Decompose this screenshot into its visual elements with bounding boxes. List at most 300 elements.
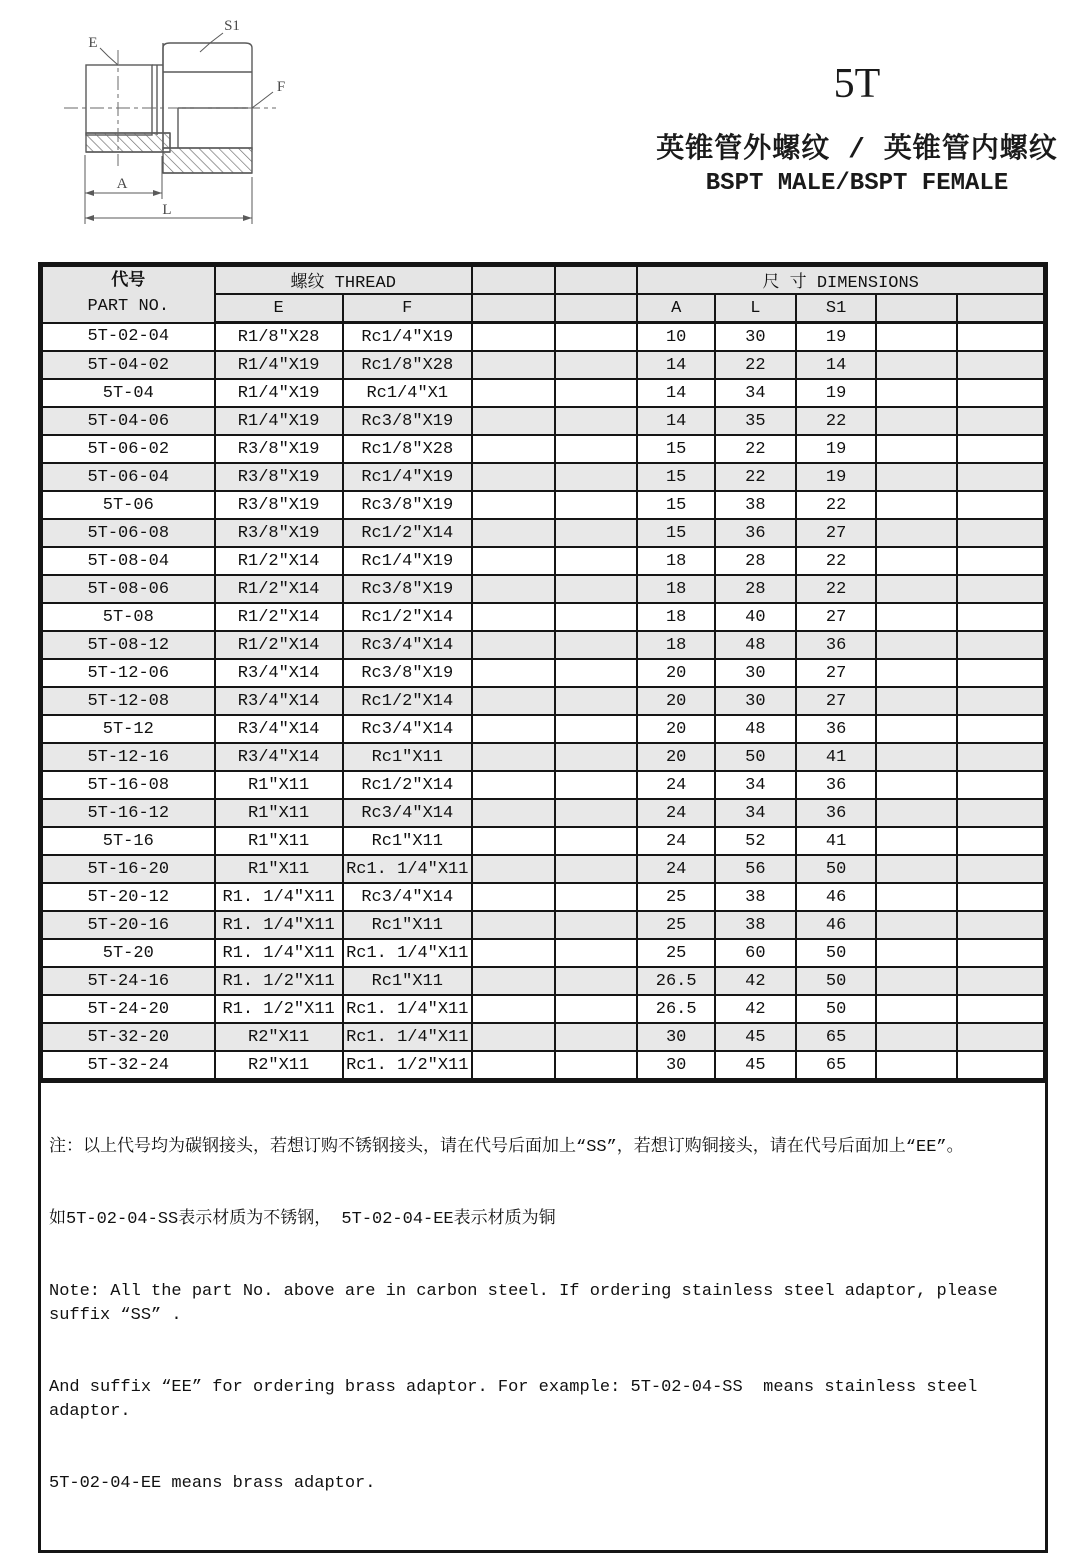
cell-empty [876,715,957,743]
cell-empty [957,911,1044,939]
cell-e: R1/4″X19 [215,351,343,379]
table-row [42,407,1044,435]
note-line: 注：以上代号均为碳钢接头，若想订购不锈钢接头，请在代号后面加上“SS”，若想订购铜接头，请在代号后面加上“EE”。 [49,1138,964,1157]
cell-empty [555,967,638,995]
cell-l: 28 [715,547,796,575]
cell-e: R1″X11 [215,855,343,883]
cell-a: 25 [637,883,715,911]
cell-e: R1/4″X19 [215,379,343,407]
cell-l: 45 [715,1023,796,1051]
cell-l: 36 [715,519,796,547]
cell-f: Rc3/4″X14 [343,631,472,659]
cell-empty [555,435,638,463]
drawing-label-l: L [162,202,172,218]
cell-l: 52 [715,827,796,855]
cell-s1: 27 [796,659,877,687]
table-row [42,659,1044,687]
cell-empty [876,575,957,603]
note-line: 5T-02-04-EE means brass adaptor. [49,1474,376,1493]
cell-part: 5T-24-16 [42,967,215,995]
cell-empty [555,911,638,939]
cell-e: R1/2″X14 [215,547,343,575]
cell-empty [876,547,957,575]
cell-part: 5T-16 [42,827,215,855]
cell-part: 5T-20-12 [42,883,215,911]
cell-empty [555,715,638,743]
cell-empty [876,939,957,967]
header-col-a: A [637,294,715,323]
cell-a: 30 [637,1023,715,1051]
cell-l: 38 [715,911,796,939]
cell-e: R3/8″X19 [215,463,343,491]
cell-empty [876,799,957,827]
cell-empty [876,995,957,1023]
cell-s1: 36 [796,771,877,799]
cell-part: 5T-24-20 [42,995,215,1023]
cell-s1: 22 [796,407,877,435]
cell-f: Rc1″X11 [343,967,472,995]
cell-a: 14 [637,407,715,435]
cell-e: R3/4″X14 [215,715,343,743]
cell-empty [957,799,1044,827]
cell-s1: 27 [796,603,877,631]
cell-empty [957,967,1044,995]
cell-s1: 46 [796,911,877,939]
cell-part: 5T-32-24 [42,1051,215,1079]
cell-part: 5T-32-20 [42,1023,215,1051]
cell-empty [472,575,555,603]
cell-part: 5T-06 [42,491,215,519]
cell-empty [876,1023,957,1051]
cell-empty [472,1051,555,1079]
cell-empty [555,575,638,603]
cell-s1: 27 [796,687,877,715]
cell-empty [957,1023,1044,1051]
header-empty-cell [957,294,1044,323]
cell-part: 5T-20-16 [42,911,215,939]
table-row [42,519,1044,547]
body-outline [163,43,252,150]
cell-empty [472,463,555,491]
note-line: Note: All the part No. above are in carbon steel. If ordering stainless steel adaptor, please suffix “SS” . [49,1282,1008,1325]
cell-a: 15 [637,491,715,519]
cell-e: R1. 1/4″X11 [215,883,343,911]
cell-l: 48 [715,715,796,743]
cell-empty [472,883,555,911]
drawing-label-s1: S1 [224,18,240,34]
cell-f: Rc1/2″X14 [343,519,472,547]
cell-f: Rc1/4″X19 [343,463,472,491]
cell-a: 18 [637,547,715,575]
cell-l: 34 [715,799,796,827]
table-row [42,1023,1044,1051]
cell-a: 26.5 [637,995,715,1023]
cell-f: Rc3/8″X19 [343,575,472,603]
cell-empty [555,407,638,435]
cell-f: Rc1. 1/2″X11 [343,1051,472,1079]
cell-empty [876,491,957,519]
cell-a: 26.5 [637,967,715,995]
cell-s1: 50 [796,939,877,967]
cell-e: R1/2″X14 [215,603,343,631]
cell-f: Rc3/8″X19 [343,407,472,435]
cell-f: Rc1/8″X28 [343,435,472,463]
note-line: 如5T-02-04-SS表示材质为不锈钢， 5T-02-04-EE表示材质为铜 [49,1210,556,1229]
cell-e: R1. 1/4″X11 [215,911,343,939]
cell-empty [472,659,555,687]
cell-a: 15 [637,435,715,463]
table-row [42,939,1044,967]
cell-empty [876,407,957,435]
cell-empty [957,435,1044,463]
cell-l: 56 [715,855,796,883]
header-empty-cell [555,294,638,323]
title-block [627,60,1087,199]
cell-empty [555,855,638,883]
cell-f: Rc1. 1/4″X11 [343,855,472,883]
cell-a: 24 [637,827,715,855]
cell-empty [957,603,1044,631]
cell-s1: 65 [796,1051,877,1079]
cell-f: Rc1″X11 [343,743,472,771]
cell-empty [876,771,957,799]
cell-empty [957,715,1044,743]
cell-empty [555,939,638,967]
cell-empty [876,911,957,939]
table-row [42,855,1044,883]
table-row [42,715,1044,743]
cell-empty [957,687,1044,715]
cell-part: 5T-12-16 [42,743,215,771]
cell-part: 5T-12-08 [42,687,215,715]
cell-empty [957,631,1044,659]
cell-empty [957,659,1044,687]
cell-l: 30 [715,687,796,715]
cell-empty [472,519,555,547]
cell-part: 5T-08-04 [42,547,215,575]
cell-l: 30 [715,659,796,687]
header-part-no [42,266,215,323]
cell-f: Rc3/8″X19 [343,491,472,519]
cell-s1: 19 [796,463,877,491]
cell-empty [555,883,638,911]
cell-empty [472,407,555,435]
cell-a: 25 [637,911,715,939]
cell-empty [555,547,638,575]
cell-s1: 22 [796,547,877,575]
cell-empty [957,463,1044,491]
cell-empty [472,1023,555,1051]
cell-empty [472,967,555,995]
cell-s1: 36 [796,631,877,659]
header-dimensions: 尺 寸 DIMENSIONS [637,266,1044,294]
male-end-outline [86,65,152,135]
cell-l: 40 [715,603,796,631]
cell-s1: 27 [796,519,877,547]
header-part-no-en: PART NO. [87,297,170,317]
cell-a: 24 [637,771,715,799]
cell-empty [876,351,957,379]
cell-a: 15 [637,519,715,547]
cell-empty [472,351,555,379]
cell-f: Rc1/4″X1 [343,379,472,407]
cell-s1: 19 [796,323,877,352]
cell-empty [555,491,638,519]
cell-e: R1/4″X19 [215,407,343,435]
header-col-l: L [715,294,796,323]
table-row [42,883,1044,911]
cell-empty [555,995,638,1023]
cell-empty [555,519,638,547]
cell-empty [472,827,555,855]
cell-e: R1/2″X14 [215,631,343,659]
cell-l: 38 [715,491,796,519]
cell-s1: 46 [796,883,877,911]
table-row [42,967,1044,995]
section-hatch-male [86,133,170,152]
cell-l: 22 [715,463,796,491]
header-empty-cell [876,294,957,323]
cell-empty [876,967,957,995]
product-code: 5T [833,61,881,107]
table-row [42,687,1044,715]
cell-empty [472,491,555,519]
cell-empty [472,323,555,352]
cell-empty [555,827,638,855]
cell-empty [876,463,957,491]
table-row [42,435,1044,463]
header-empty-cell [472,294,555,323]
cell-a: 18 [637,603,715,631]
cell-empty [472,603,555,631]
cell-empty [555,799,638,827]
cell-s1: 50 [796,967,877,995]
cell-s1: 14 [796,351,877,379]
cell-a: 20 [637,715,715,743]
cell-empty [957,743,1044,771]
cell-part: 5T-12-06 [42,659,215,687]
table-row [42,799,1044,827]
leader-f [252,92,273,108]
cell-empty [555,351,638,379]
cell-empty [472,939,555,967]
cell-l: 34 [715,379,796,407]
cell-empty [472,855,555,883]
cell-l: 60 [715,939,796,967]
cell-f: Rc1/2″X14 [343,603,472,631]
cell-empty [555,603,638,631]
cell-empty [957,995,1044,1023]
table-row [42,463,1044,491]
cell-empty [472,435,555,463]
cell-e: R1/8″X28 [215,323,343,352]
cell-empty [555,1051,638,1079]
cell-empty [472,911,555,939]
cell-empty [957,883,1044,911]
cell-part: 5T-08-06 [42,575,215,603]
header-empty-cell [472,266,555,294]
cell-empty [472,743,555,771]
cell-empty [876,855,957,883]
cell-a: 14 [637,379,715,407]
cell-empty [555,631,638,659]
cell-l: 35 [715,407,796,435]
cell-l: 38 [715,883,796,911]
cell-empty [472,799,555,827]
cell-empty [876,743,957,771]
cell-a: 24 [637,799,715,827]
cell-a: 20 [637,659,715,687]
cell-l: 42 [715,995,796,1023]
cell-a: 18 [637,631,715,659]
cell-f: Rc1/2″X14 [343,771,472,799]
cell-empty [957,855,1044,883]
cell-empty [555,659,638,687]
cell-e: R1″X11 [215,827,343,855]
drawing-label-a: A [116,176,128,192]
spec-table-container [38,262,1048,1553]
cell-e: R1/2″X14 [215,575,343,603]
cell-empty [957,939,1044,967]
cell-e: R3/4″X14 [215,659,343,687]
cell-empty [472,379,555,407]
cell-f: Rc1. 1/4″X11 [343,995,472,1023]
cell-part: 5T-16-12 [42,799,215,827]
cell-part: 5T-02-04 [42,323,215,352]
header-col-e: E [215,294,343,323]
cell-f: Rc1. 1/4″X11 [343,1023,472,1051]
cell-empty [957,519,1044,547]
cell-a: 20 [637,687,715,715]
cell-empty [957,575,1044,603]
note-line: And suffix “EE” for ordering brass adaptor. For example: 5T-02-04-SS means stainless steel adaptor. [49,1378,988,1421]
header-part-no-cn: 代号 [111,272,146,292]
drawing-label-e: E [88,35,98,51]
cell-a: 30 [637,1051,715,1079]
cell-part: 5T-04-06 [42,407,215,435]
cell-a: 18 [637,575,715,603]
product-title-en: BSPT MALE/BSPT FEMALE [705,170,1009,197]
cell-empty [957,827,1044,855]
cell-l: 50 [715,743,796,771]
table-row [42,323,1044,352]
table-row [42,743,1044,771]
cell-empty [957,351,1044,379]
cell-empty [555,743,638,771]
cell-l: 22 [715,435,796,463]
cell-empty [472,631,555,659]
cell-l: 22 [715,351,796,379]
cell-part: 5T-20 [42,939,215,967]
cell-empty [555,463,638,491]
table-body [42,323,1044,1080]
cell-e: R3/4″X14 [215,687,343,715]
table-row [42,575,1044,603]
cell-part: 5T-12 [42,715,215,743]
cell-f: Rc3/4″X14 [343,715,472,743]
cell-f: Rc1/8″X28 [343,351,472,379]
cell-f: Rc3/4″X14 [343,799,472,827]
cell-e: R3/8″X19 [215,519,343,547]
cell-part: 5T-08 [42,603,215,631]
spec-table [41,265,1045,1080]
cell-empty [876,435,957,463]
cell-empty [876,631,957,659]
cell-e: R2″X11 [215,1023,343,1051]
cell-part: 5T-06-08 [42,519,215,547]
cell-part: 5T-08-12 [42,631,215,659]
table-row [42,351,1044,379]
table-row [42,547,1044,575]
cell-s1: 36 [796,715,877,743]
cell-empty [555,771,638,799]
cell-empty [876,687,957,715]
cell-e: R1. 1/2″X11 [215,967,343,995]
cell-f: Rc1″X11 [343,911,472,939]
cell-s1: 19 [796,379,877,407]
header-empty-cell [555,266,638,294]
cell-empty [555,379,638,407]
cell-f: Rc1″X11 [343,827,472,855]
table-header [42,266,1044,323]
cell-l: 45 [715,1051,796,1079]
product-title-cn: 英锥管外螺纹 / 英锥管内螺纹 [656,135,1058,166]
cell-s1: 50 [796,995,877,1023]
cell-e: R1. 1/4″X11 [215,939,343,967]
table-row [42,379,1044,407]
cell-empty [876,883,957,911]
cell-l: 34 [715,771,796,799]
cell-l: 30 [715,323,796,352]
cell-empty [876,659,957,687]
leader-e [100,48,118,65]
cell-empty [876,603,957,631]
table-row [42,827,1044,855]
cell-s1: 65 [796,1023,877,1051]
cell-s1: 41 [796,743,877,771]
cell-empty [472,547,555,575]
cell-e: R1″X11 [215,799,343,827]
cell-l: 48 [715,631,796,659]
section-hatch-female [163,148,252,173]
cell-f: Rc3/4″X14 [343,883,472,911]
cell-f: Rc1/4″X19 [343,323,472,352]
cell-a: 25 [637,939,715,967]
cell-e: R3/8″X19 [215,435,343,463]
cell-empty [876,323,957,352]
cell-e: R1. 1/2″X11 [215,995,343,1023]
cell-empty [957,1051,1044,1079]
cell-empty [876,1051,957,1079]
cell-empty [472,687,555,715]
cell-empty [957,771,1044,799]
drawing-label-f: F [276,79,286,95]
cell-empty [957,547,1044,575]
table-row [42,491,1044,519]
table-row [42,911,1044,939]
cell-a: 15 [637,463,715,491]
cell-a: 24 [637,855,715,883]
cell-part: 5T-06-02 [42,435,215,463]
cell-empty [555,323,638,352]
technical-drawing [60,0,300,240]
cell-f: Rc3/8″X19 [343,659,472,687]
cell-s1: 22 [796,575,877,603]
cell-s1: 41 [796,827,877,855]
cell-empty [472,771,555,799]
cell-f: Rc1. 1/4″X11 [343,939,472,967]
table-row [42,771,1044,799]
